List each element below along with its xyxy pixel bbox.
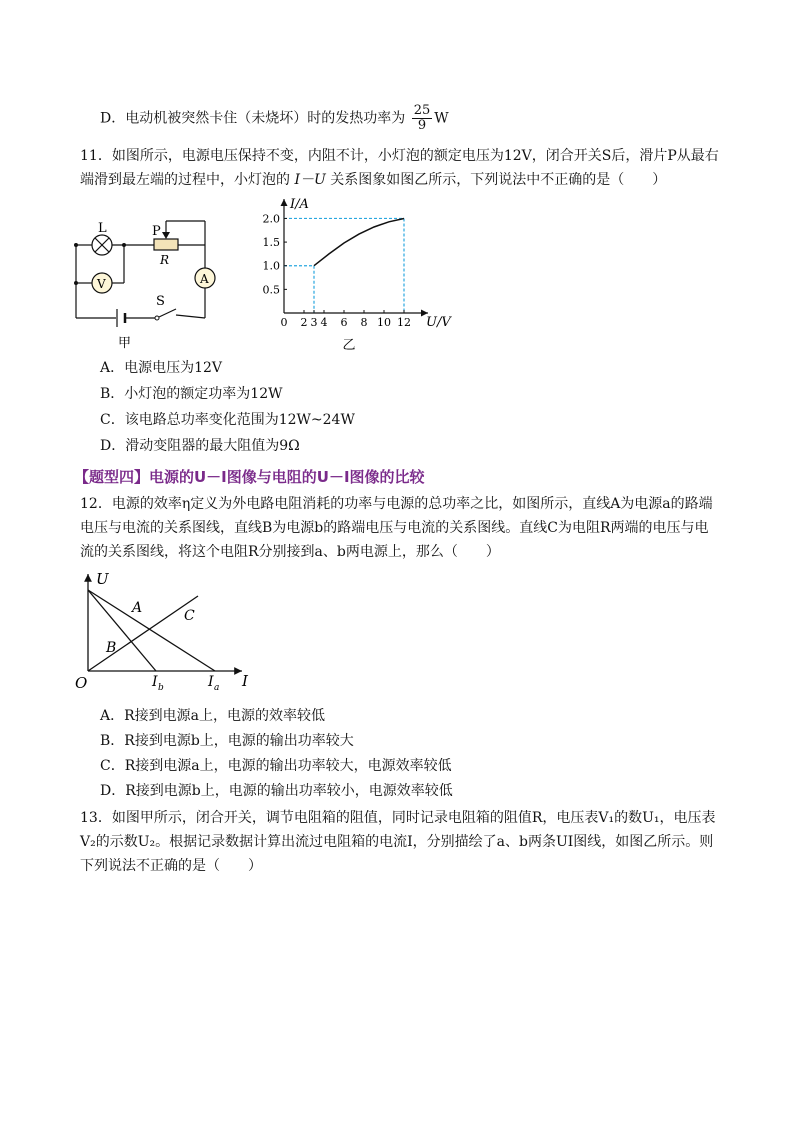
y-tick-label: 1.5 (262, 236, 280, 250)
x-tick-label: 0 (280, 316, 288, 329)
fraction-numerator: 25 (413, 103, 431, 118)
q11-option-d: D．滑动变阻器的最大阻值为9Ω (100, 438, 300, 454)
q12-option-a: A．R接到电源a上，电源的效率较低 (100, 708, 325, 724)
q13-stem-line3: 下列说法不正确的是（ ） (80, 858, 262, 874)
q12-option-d: D．R接到电源b上，电源的输出功率较小，电源效率较低 (100, 783, 453, 799)
fraction (412, 104, 433, 133)
circuit-caption: 甲 (118, 336, 132, 351)
switch-icon (155, 309, 176, 320)
section-title: 【题型四】电源的U－I图像与电阻的U－I图像的比较 (74, 468, 425, 486)
slider-label: P (152, 224, 161, 239)
q11-circuit-diagram (60, 205, 230, 355)
resistor-label: R (160, 253, 170, 267)
q12-stem-line2: 电压与电流的关系图线，直线B为电源b的路端电压与电流的关系图线。直线C为电阻R两端的电压与电 (80, 520, 709, 536)
x-tick-label: 10 (377, 316, 391, 329)
label-a: A (132, 600, 143, 616)
tick-ib: I (152, 674, 158, 690)
x-tick-label: 2 (300, 316, 308, 329)
line-c (88, 596, 198, 671)
q11-option-c: C．该电路总功率变化范围为12W~24W (100, 412, 355, 428)
q12-stem-line1: 12．电源的效率η定义为外电路电阻消耗的功率与电源的总功率之比，如图所示，直线A为电源a的路端 (80, 496, 713, 512)
tick-ia-sub: a (214, 683, 220, 693)
q11-option-a: A．电源电压为12V (100, 360, 223, 376)
q10-option-d-text: D．电动机被突然卡住（未烧坏）时的发热功率为 (100, 110, 406, 127)
q11-stem-text: 端滑到最左端的过程中，小灯泡的 (80, 172, 290, 188)
x-tick-label: 12 (397, 316, 411, 329)
i-axis-label: I (242, 672, 248, 690)
y-tick-label: 0.5 (262, 283, 280, 297)
q10-option-d (100, 104, 449, 133)
q11-stem-line2 (80, 170, 666, 190)
x-tick-label: 3 (310, 316, 318, 329)
tick-ib-sub: b (158, 683, 164, 693)
line-b (88, 590, 156, 671)
voltmeter-label: V (97, 277, 106, 291)
q13-stem-line1: 13．如图甲所示，闭合开关，调节电阻箱的阻值，同时记录电阻箱的阻值R，电压表V₁的数U₁，电压表 (80, 810, 716, 826)
line-a (88, 590, 215, 671)
q13-stem-line2: V₂的示数U₂。根据记录数据计算出流过电阻箱的电流I，分别描绘了a、b两条UI图线，如图乙所示。则 (80, 834, 714, 850)
y-axis-label: I/A (290, 197, 309, 212)
iu-curve (314, 219, 404, 266)
y-tick-label: 2.0 (262, 212, 280, 226)
lamp-icon (92, 235, 112, 255)
y-tick-label: 1.0 (262, 259, 280, 273)
q11-formula: I－U (294, 172, 326, 188)
q11-option-b: B．小灯泡的额定功率为12W (100, 386, 283, 402)
switch-label: S (156, 294, 165, 309)
x-tick-label: 6 (340, 316, 348, 329)
q12-ui-diagram (70, 568, 270, 698)
label-b: B (106, 640, 117, 656)
q11-stem-text-end: 关系图象如图乙所示，下列说法中不正确的是（ ） (330, 172, 667, 188)
x-tick-label: 4 (320, 316, 328, 329)
battery-icon (117, 309, 125, 327)
tick-ia: I (208, 674, 214, 690)
q11-stem-line1: 11．如图所示，电源电压保持不变，内阻不计，小灯泡的额定电压为12V，闭合开关S后，滑片P从最右 (80, 148, 719, 164)
q11-iu-chart (250, 195, 451, 360)
q12-option-b: B．R接到电源b上，电源的输出功率较大 (100, 733, 354, 749)
origin-label: O (75, 674, 88, 692)
x-axis-label: U/V (426, 315, 451, 330)
lamp-label: L (98, 221, 107, 236)
rheostat-icon (154, 239, 178, 250)
fraction-denominator: 9 (417, 118, 427, 133)
u-axis-label: U (96, 570, 109, 588)
slider-arrow-icon (162, 232, 170, 239)
unit: W (434, 110, 449, 127)
x-tick-label: 8 (360, 316, 368, 329)
chart-caption: 乙 (342, 338, 356, 353)
label-c: C (184, 608, 195, 624)
ammeter-label: A (200, 272, 209, 286)
q12-option-c: C．R接到电源a上，电源的输出功率较大，电源效率较低 (100, 758, 452, 774)
q12-stem-line3: 流的关系图线，将这个电阻R分别接到a、b两电源上，那么（ ） (80, 544, 500, 560)
